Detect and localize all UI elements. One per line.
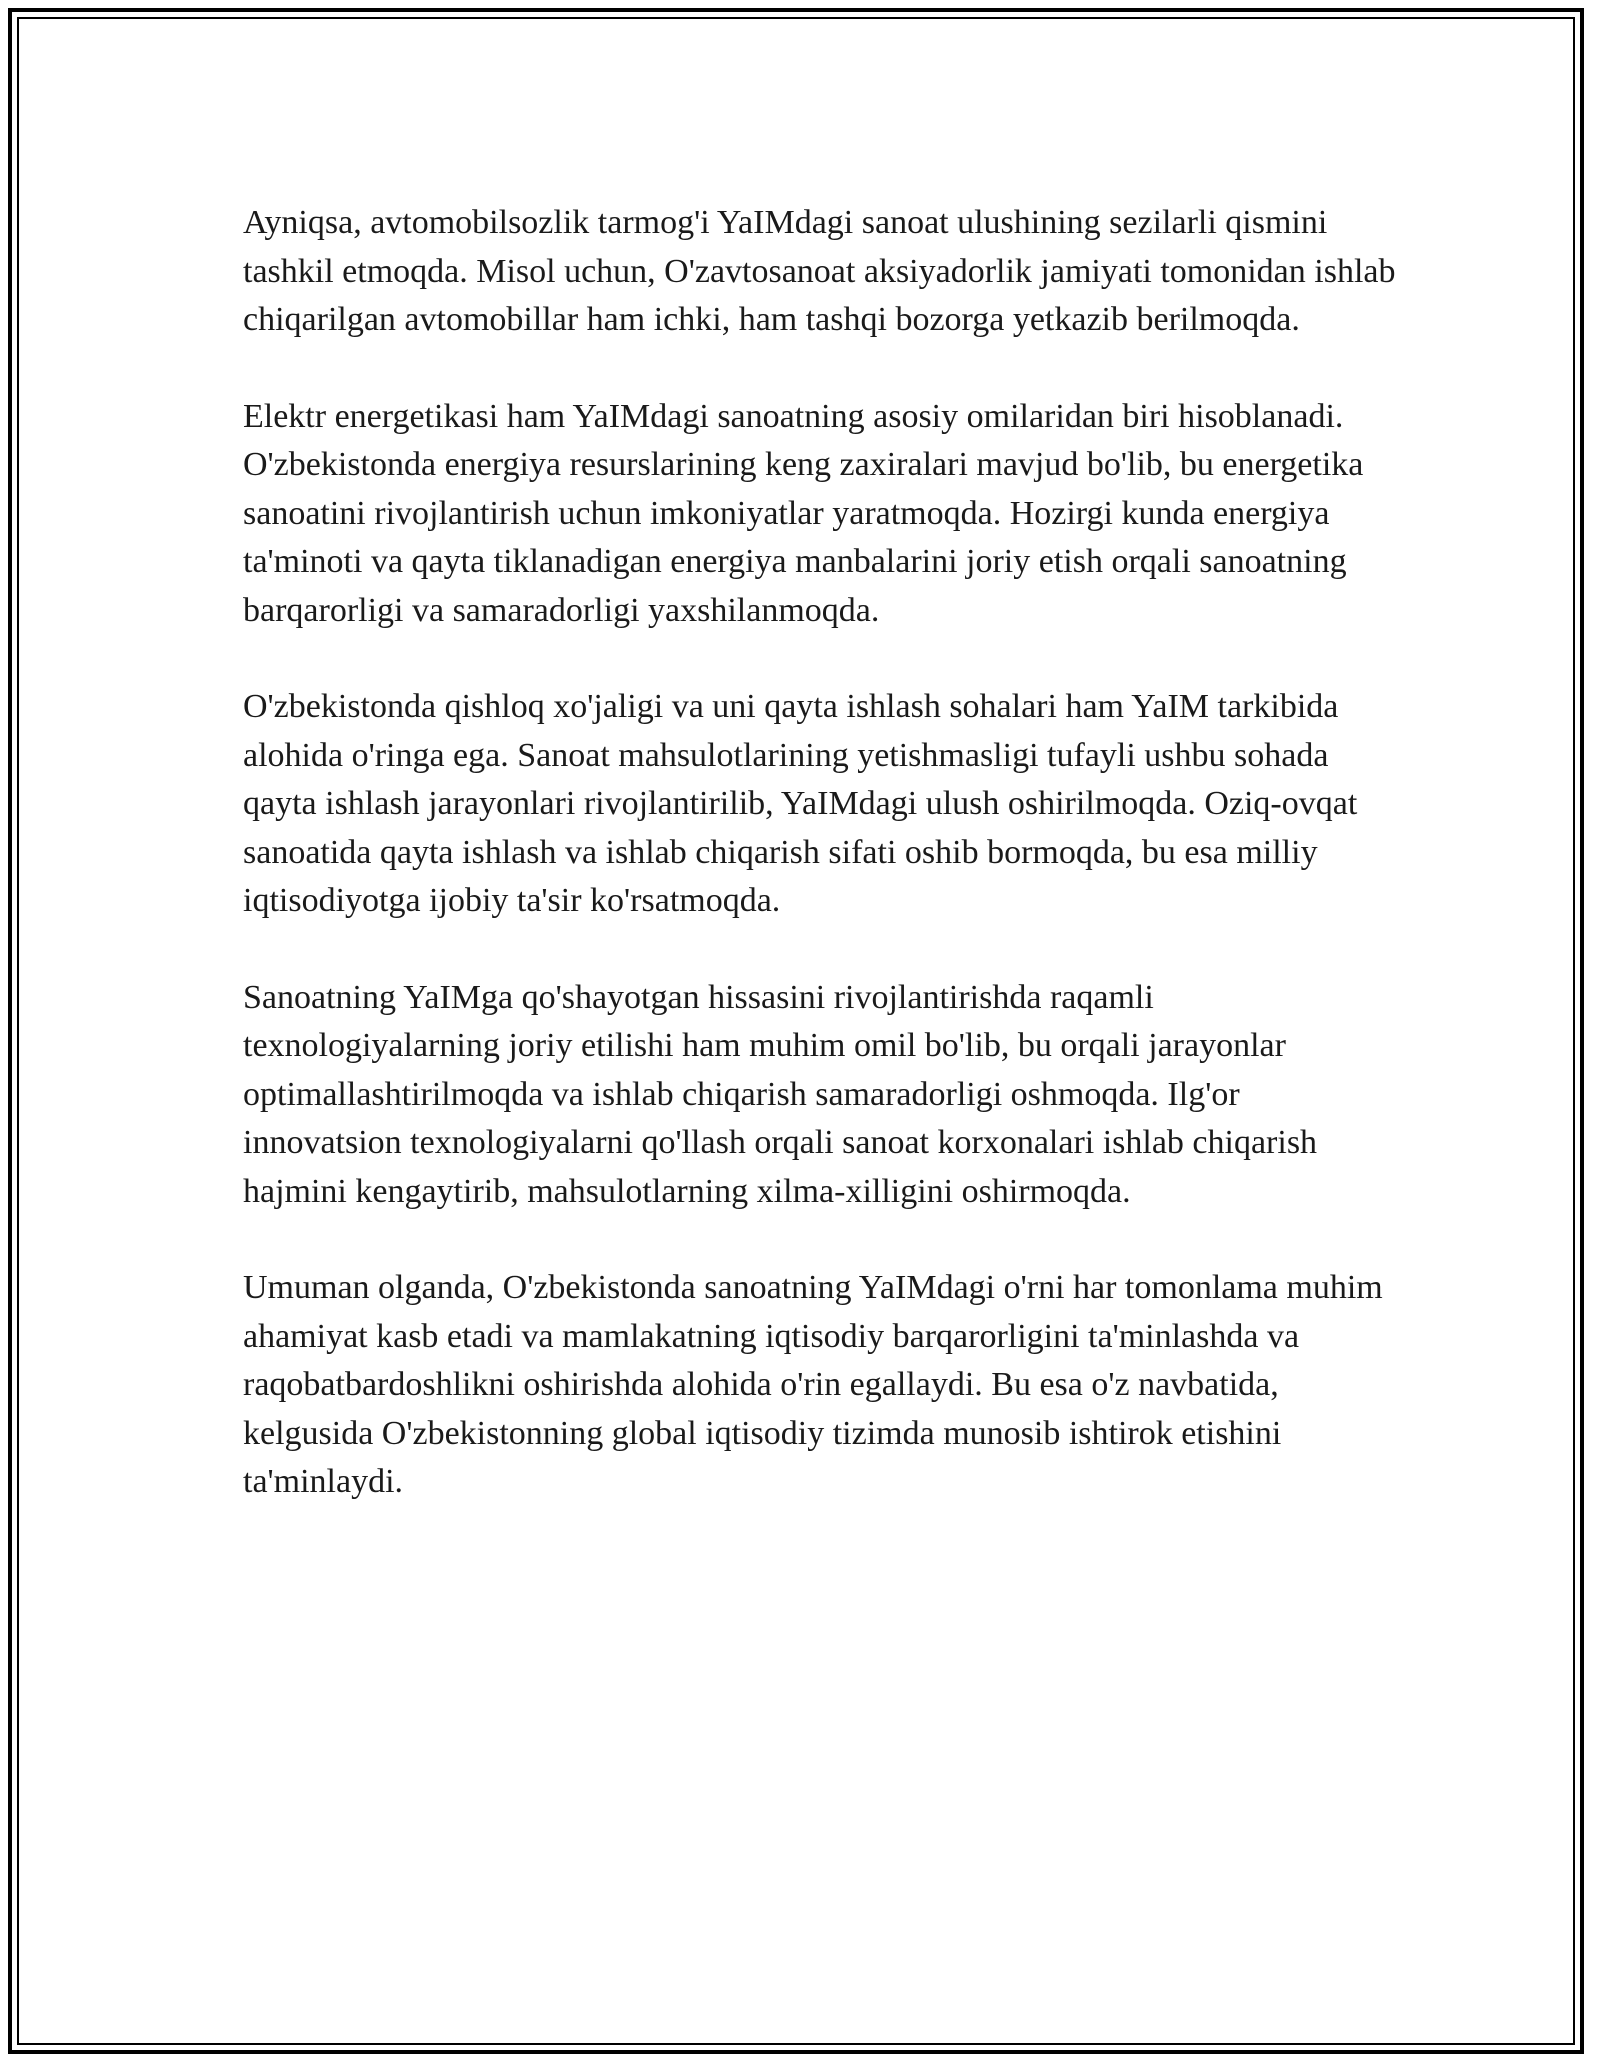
paragraph-energy: Elektr energetikasi ham YaIMdagi sanoatning asosiy omilaridan biri hisoblanadi. O'zbekistonda energiya resurslarining keng zaxiralari mavjud bo'lib, bu energetika sanoatini rivojlantirish uchun imkoniyatlar yaratmoqda. Hozirgi kunda energiya ta'minoti va qayta tiklanadigan energiya manbalarini joriy etish orqali sanoatning barqarorligi va samaradorligi yaxshilanmoqda. xyxy=(243,397,1364,629)
paragraph-automotive: Ayniqsa, avtomobilsozlik tarmog'i YaIMdagi sanoat ulushining sezilarli qismini tashkil etmoqda. Misol uchun, O'zavtosanoat aksiyadorlik jamiyati tomonidan ishlab chiqarilgan avtomobillar ham ichki, ham tashqi bozorga yetkazib berilmoqda. xyxy=(243,204,1396,338)
paragraph-conclusion: Umuman olganda, O'zbekistonda sanoatning YaIMdagi o'rni har tomonlama muhim ahamiyat kasb etadi va mamlakatning iqtisodiy barqarorligini ta'minlashda va raqobatbardoshlikni oshirishda alohida o'rin egallaydi. Bu esa o'z navbatida, kelgusida O'zbekistonning global iqtisodiy tizimda munosib ishtirok etishini ta'minlaydi. xyxy=(243,1269,1383,1500)
paragraph-agriculture: O'zbekistonda qishloq xo'jaligi va uni qayta ishlash sohalari ham YaIM tarkibida alohida o'ringa ega. Sanoat mahsulotlarining yetishmasligi tufayli ushbu sohada qayta ishlash jarayonlari rivojlantirilib, YaIMdagi ulush oshirilmoqda. Oziq-ovqat sanoatida qayta ishlash va ishlab chiqarish sifati oshib bormoqda, bu esa milliy iqtisodiyotga ijobiy ta'sir ko'rsatmoqda. xyxy=(243,688,1358,919)
page-border-inner xyxy=(17,17,1575,2045)
document-body xyxy=(243,199,1403,1555)
page-border-outer xyxy=(8,8,1584,2054)
paragraph-digital-technology: Sanoatning YaIMga qo'shayotgan hissasini rivojlantirishda raqamli texnologiyalarning joriy etilishi ham muhim omil bo'lib, bu orqali jarayonlar optimallashtirilmoqda va ishlab chiqarish samaradorligi oshmoqda. Ilg'or innovatsion texnologiyalarni qo'llash orqali sanoat korxonalari ishlab chiqarish hajmini kengaytirib, mahsulotlarning xilma-xilligini oshirmoqda. xyxy=(243,978,1318,1210)
